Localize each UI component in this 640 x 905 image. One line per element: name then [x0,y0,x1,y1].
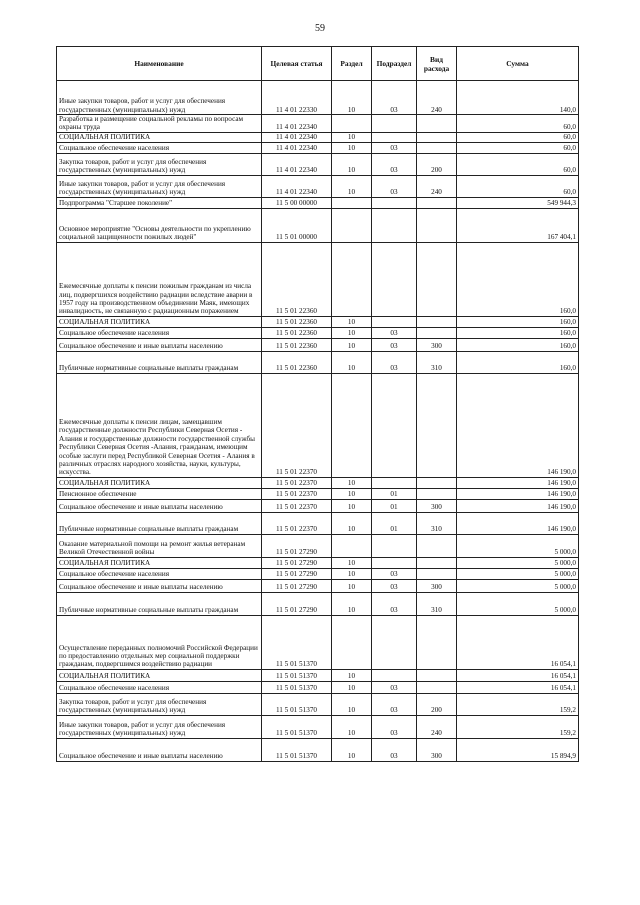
cell-name: Социальное обеспечение населения [57,327,262,338]
cell-sum: 160,0 [457,242,579,316]
cell-sum: 16 054,1 [457,615,579,669]
cell-podrazdel [372,557,417,568]
cell-podrazdel: 03 [372,338,417,351]
cell-razdel: 10 [332,81,372,115]
cell-vid-raskhoda: 240 [417,175,457,197]
cell-sum: 15 894,9 [457,738,579,761]
cell-sum: 160,0 [457,351,579,373]
cell-vid-raskhoda: 310 [417,351,457,373]
cell-razdel: 10 [332,488,372,499]
table-row [57,197,579,208]
cell-podrazdel [372,197,417,208]
cell-sum: 146 190,0 [457,499,579,512]
cell-target-code: 11 5 01 22360 [262,242,332,316]
cell-vid-raskhoda: 310 [417,592,457,615]
cell-name: СОЦИАЛЬНАЯ ПОЛИТИКА [57,557,262,568]
cell-sum: 146 190,0 [457,477,579,488]
cell-target-code: 11 5 01 22360 [262,327,332,338]
table-row [57,242,579,316]
table-row [57,557,579,568]
cell-sum: 5 000,0 [457,592,579,615]
table-row [57,132,579,142]
cell-sum: 60,0 [457,142,579,153]
cell-sum: 60,0 [457,175,579,197]
cell-vid-raskhoda [417,316,457,327]
cell-razdel: 10 [332,316,372,327]
cell-razdel: 10 [332,557,372,568]
cell-target-code: 11 5 01 51370 [262,681,332,693]
cell-vid-raskhoda [417,142,457,153]
cell-vid-raskhoda [417,132,457,142]
cell-target-code: 11 5 01 22360 [262,351,332,373]
cell-razdel: 10 [332,512,372,534]
cell-sum: 159,2 [457,715,579,738]
table-row [57,669,579,681]
cell-target-code: 11 5 01 51370 [262,738,332,761]
cell-target-code: 11 5 01 51370 [262,715,332,738]
cell-vid-raskhoda [417,115,457,133]
table-row [57,681,579,693]
table-row [57,477,579,488]
table-row [57,351,579,373]
cell-name: Социальное обеспечение населения [57,681,262,693]
cell-sum: 60,0 [457,153,579,175]
cell-podrazdel: 03 [372,715,417,738]
cell-target-code: 11 4 01 22330 [262,81,332,115]
cell-name: Социальное обеспечение и иные выплаты населению [57,338,262,351]
table-row [57,592,579,615]
table-row [57,81,579,115]
cell-vid-raskhoda [417,615,457,669]
table-header-row [57,47,579,81]
cell-target-code: 11 5 01 22370 [262,499,332,512]
cell-razdel: 10 [332,351,372,373]
table-row [57,738,579,761]
table-row [57,175,579,197]
cell-target-code: 11 5 01 27290 [262,579,332,592]
table-row [57,693,579,715]
cell-razdel [332,115,372,133]
cell-vid-raskhoda [417,197,457,208]
header-vid-raskhoda: Вид расхода [417,47,457,81]
table-row [57,715,579,738]
cell-target-code: 11 4 01 22340 [262,115,332,133]
cell-razdel: 10 [332,142,372,153]
cell-sum: 5 000,0 [457,568,579,579]
cell-razdel [332,208,372,242]
cell-razdel: 10 [332,327,372,338]
cell-razdel: 10 [332,669,372,681]
cell-name: СОЦИАЛЬНАЯ ПОЛИТИКА [57,316,262,327]
table-row [57,499,579,512]
cell-vid-raskhoda [417,208,457,242]
cell-name: Публичные нормативные социальные выплаты гражданам [57,592,262,615]
cell-razdel: 10 [332,338,372,351]
cell-sum: 549 944,3 [457,197,579,208]
cell-vid-raskhoda: 300 [417,579,457,592]
header-podrazdel: Подраздел [372,47,417,81]
cell-vid-raskhoda: 200 [417,153,457,175]
table-row [57,579,579,592]
cell-podrazdel: 03 [372,351,417,373]
cell-vid-raskhoda: 310 [417,512,457,534]
header-code: Целевая статья [262,47,332,81]
cell-razdel [332,615,372,669]
cell-podrazdel: 03 [372,153,417,175]
cell-target-code: 11 5 01 22360 [262,316,332,327]
cell-target-code: 11 5 01 27290 [262,592,332,615]
cell-vid-raskhoda: 200 [417,693,457,715]
cell-target-code: 11 5 01 22360 [262,338,332,351]
cell-vid-raskhoda: 300 [417,338,457,351]
cell-vid-raskhoda [417,557,457,568]
cell-name: Ежемесячные доплаты к пенсии лицам, замещавшим государственные должности Республики Северная Осетия - Алания и государственные должности государственной службы Республики Северная Осетия -Алания, гражданам, имеющим особые заслуги перед Республикой Северная Осетия - Алания в различных отраслях народного хозяйства, науки, культуры, искусства. [57,373,262,477]
cell-name: Закупка товаров, работ и услуг для обеспечения государственных (муниципальных) нужд [57,153,262,175]
cell-target-code: 11 5 01 27290 [262,557,332,568]
cell-podrazdel: 03 [372,592,417,615]
cell-name: Пенсионное обеспечение [57,488,262,499]
cell-name: Ежемесячные доплаты к пенсии пожилым гражданам из числа лиц, подвергшихся воздействию радиации вследствие аварии в 1957 году на производственном объединении Маяк, имеющих инвалидность, не связанную с радиационным поражением [57,242,262,316]
cell-target-code: 11 5 01 51370 [262,669,332,681]
cell-target-code: 11 4 01 22340 [262,142,332,153]
cell-vid-raskhoda [417,373,457,477]
cell-target-code: 11 4 01 22340 [262,153,332,175]
cell-podrazdel [372,669,417,681]
cell-target-code: 11 4 01 22340 [262,175,332,197]
cell-vid-raskhoda [417,242,457,316]
cell-razdel: 10 [332,477,372,488]
cell-name: Оказание материальной помощи на ремонт жилья ветеранам Великой Отечественной войны [57,534,262,557]
cell-sum: 16 054,1 [457,669,579,681]
cell-name: Социальное обеспечение и иные выплаты населению [57,738,262,761]
table-row [57,615,579,669]
cell-vid-raskhoda [417,327,457,338]
cell-vid-raskhoda: 240 [417,81,457,115]
cell-name: Иные закупки товаров, работ и услуг для обеспечения государственных (муниципальных) нужд [57,175,262,197]
cell-target-code: 11 5 00 00000 [262,197,332,208]
cell-razdel: 10 [332,499,372,512]
cell-sum: 160,0 [457,316,579,327]
cell-sum: 146 190,0 [457,488,579,499]
cell-target-code: 11 5 01 51370 [262,693,332,715]
cell-podrazdel [372,208,417,242]
cell-target-code: 11 5 01 27290 [262,534,332,557]
cell-name: Социальное обеспечение населения [57,568,262,579]
cell-podrazdel: 01 [372,488,417,499]
table-row [57,115,579,133]
cell-sum: 140,0 [457,81,579,115]
cell-podrazdel [372,615,417,669]
cell-vid-raskhoda [417,669,457,681]
table-row [57,327,579,338]
cell-podrazdel [372,316,417,327]
cell-podrazdel: 03 [372,579,417,592]
table-row [57,534,579,557]
cell-podrazdel: 03 [372,327,417,338]
cell-name: СОЦИАЛЬНАЯ ПОЛИТИКА [57,477,262,488]
cell-name: Разработка и размещение социальной рекламы по вопросам охраны труда [57,115,262,133]
cell-sum: 146 190,0 [457,373,579,477]
cell-sum: 60,0 [457,115,579,133]
cell-sum: 5 000,0 [457,579,579,592]
cell-razdel: 10 [332,132,372,142]
cell-name: СОЦИАЛЬНАЯ ПОЛИТИКА [57,132,262,142]
cell-podrazdel: 03 [372,175,417,197]
cell-name: Публичные нормативные социальные выплаты гражданам [57,351,262,373]
cell-razdel [332,534,372,557]
cell-name: Социальное обеспечение и иные выплаты населению [57,499,262,512]
cell-razdel [332,242,372,316]
cell-sum: 160,0 [457,327,579,338]
cell-sum: 159,2 [457,693,579,715]
table-row [57,142,579,153]
budget-table [56,46,579,762]
cell-sum: 16 054,1 [457,681,579,693]
header-razdel: Раздел [332,47,372,81]
cell-razdel [332,373,372,477]
cell-sum: 167 404,1 [457,208,579,242]
cell-target-code: 11 5 01 22370 [262,373,332,477]
cell-razdel: 10 [332,592,372,615]
cell-target-code: 11 4 01 22340 [262,132,332,142]
cell-sum: 5 000,0 [457,557,579,568]
cell-target-code: 11 5 01 00000 [262,208,332,242]
table-row [57,373,579,477]
cell-vid-raskhoda [417,534,457,557]
table-row [57,568,579,579]
cell-name: Осуществление переданных полномочий Российской Федерации по предоставлению отдельных мер социальной поддержки гражданам, подвергшимся воздействию радиации [57,615,262,669]
cell-target-code: 11 5 01 51370 [262,615,332,669]
cell-sum: 60,0 [457,132,579,142]
cell-target-code: 11 5 01 27290 [262,568,332,579]
cell-vid-raskhoda: 300 [417,738,457,761]
cell-target-code: 11 5 01 22370 [262,488,332,499]
cell-vid-raskhoda [417,488,457,499]
cell-podrazdel [372,373,417,477]
cell-name: Закупка товаров, работ и услуг для обеспечения государственных (муниципальных) нужд [57,693,262,715]
cell-razdel: 10 [332,738,372,761]
cell-podrazdel: 03 [372,568,417,579]
cell-podrazdel: 03 [372,681,417,693]
cell-vid-raskhoda: 240 [417,715,457,738]
cell-name: Иные закупки товаров, работ и услуг для обеспечения государственных (муниципальных) нужд [57,81,262,115]
header-sum: Сумма [457,47,579,81]
cell-vid-raskhoda [417,477,457,488]
table-row [57,338,579,351]
cell-name: Основное мероприятие "Основы деятельности по укреплению социальной защищенности пожилых людей" [57,208,262,242]
cell-name: Социальное обеспечение населения [57,142,262,153]
cell-podrazdel [372,115,417,133]
cell-razdel [332,197,372,208]
cell-podrazdel [372,132,417,142]
cell-razdel: 10 [332,175,372,197]
table-row [57,488,579,499]
table-row [57,208,579,242]
cell-vid-raskhoda [417,681,457,693]
cell-razdel: 10 [332,568,372,579]
cell-name: Публичные нормативные социальные выплаты гражданам [57,512,262,534]
cell-vid-raskhoda [417,568,457,579]
cell-podrazdel [372,534,417,557]
page-number: 59 [315,23,325,34]
cell-target-code: 11 5 01 22370 [262,512,332,534]
cell-name: Подпрограмма "Старшее поколение" [57,197,262,208]
cell-podrazdel: 03 [372,738,417,761]
cell-name: Иные закупки товаров, работ и услуг для обеспечения государственных (муниципальных) нужд [57,715,262,738]
table-body [57,81,579,762]
cell-podrazdel [372,477,417,488]
cell-target-code: 11 5 01 22370 [262,477,332,488]
cell-name: СОЦИАЛЬНАЯ ПОЛИТИКА [57,669,262,681]
header-name: Наименование [57,47,262,81]
cell-podrazdel: 03 [372,81,417,115]
cell-podrazdel: 03 [372,693,417,715]
table-row [57,512,579,534]
cell-razdel: 10 [332,579,372,592]
cell-razdel: 10 [332,681,372,693]
cell-sum: 146 190,0 [457,512,579,534]
cell-razdel: 10 [332,715,372,738]
cell-vid-raskhoda: 300 [417,499,457,512]
cell-name: Социальное обеспечение и иные выплаты населению [57,579,262,592]
cell-podrazdel: 01 [372,499,417,512]
cell-podrazdel: 01 [372,512,417,534]
cell-sum: 160,0 [457,338,579,351]
cell-podrazdel [372,242,417,316]
cell-razdel: 10 [332,153,372,175]
table-row [57,316,579,327]
cell-podrazdel: 03 [372,142,417,153]
cell-razdel: 10 [332,693,372,715]
table-row [57,153,579,175]
cell-sum: 5 000,0 [457,534,579,557]
